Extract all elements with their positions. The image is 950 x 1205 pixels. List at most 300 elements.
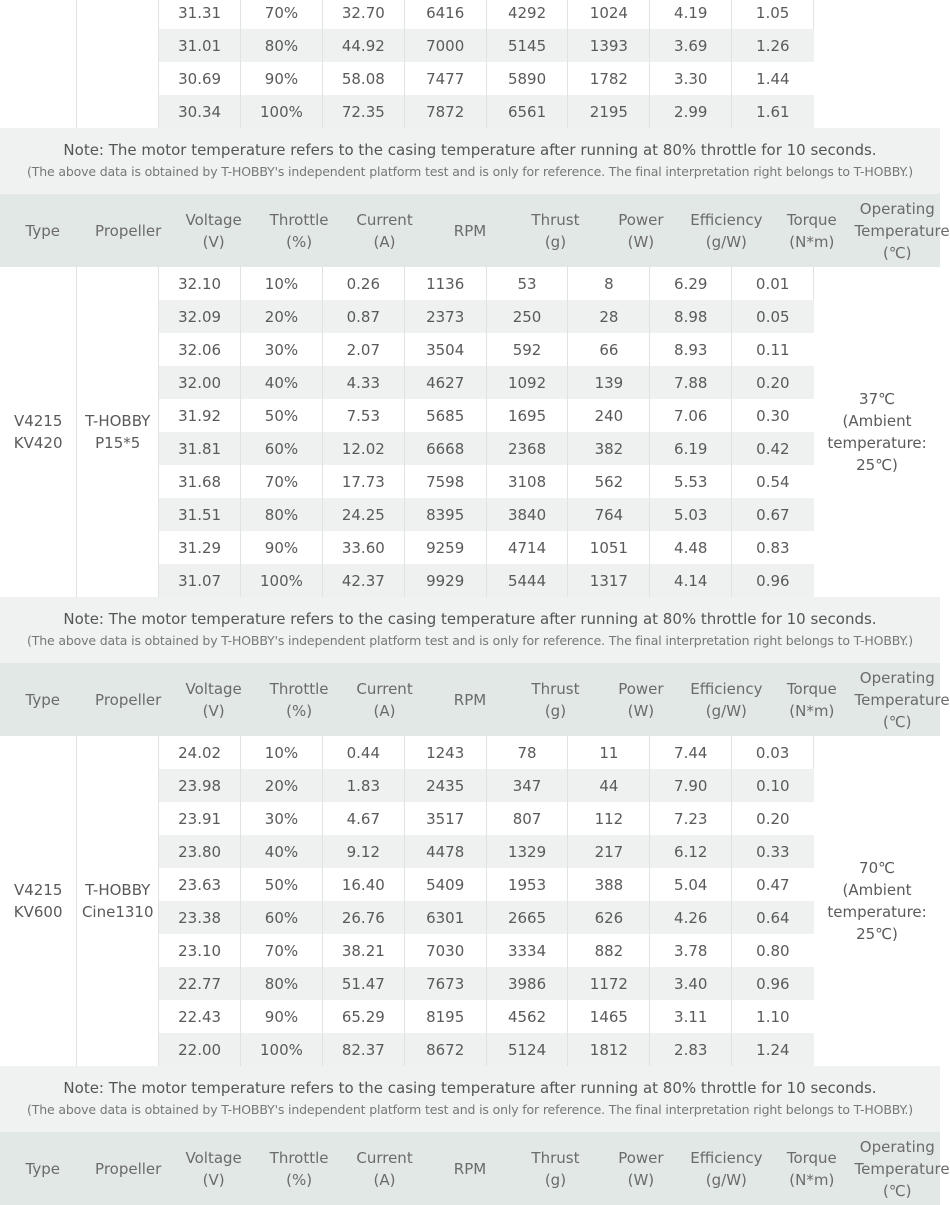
header-label: Torque (786, 1148, 837, 1167)
thrust-cell: 592 (486, 333, 568, 366)
rpm-cell: 7030 (404, 934, 486, 967)
header-label: Thrust (531, 679, 580, 698)
thrust-cell: 2665 (486, 901, 568, 934)
voltage-cell: 24.02 (159, 736, 241, 769)
temperature-cell (814, 267, 940, 597)
header-temperature (854, 194, 950, 267)
thrust-cell: 5890 (486, 62, 568, 95)
temperature-label: 25℃) (856, 925, 898, 943)
voltage-cell: 23.10 (159, 934, 241, 967)
header-current (342, 663, 427, 736)
torque-cell: 1.10 (756, 1007, 790, 1026)
current-cell: 16.40 (322, 868, 404, 901)
header-voltage (171, 1132, 256, 1205)
thrust-cell: 5444 (486, 564, 568, 597)
current-cell: 38.21 (322, 934, 404, 967)
efficiency-cell: 5.04 (650, 868, 732, 901)
header-thrust (513, 194, 598, 267)
note-banner (0, 1066, 940, 1132)
temperature-cell (814, 0, 940, 128)
header-type (0, 663, 85, 736)
current-cell: 2.07 (322, 333, 404, 366)
motor-type-label: V4215 (13, 412, 63, 430)
table-header (0, 194, 950, 267)
torque-cell: 0.42 (732, 432, 814, 465)
header-label: Voltage (185, 1148, 242, 1167)
throttle-cell: 70% (241, 465, 323, 498)
throttle-cell: 90% (241, 62, 323, 95)
header-label: Operating (859, 668, 935, 687)
efficiency-cell: 7.06 (650, 399, 732, 432)
efficiency-cell: 7.88 (650, 366, 732, 399)
efficiency-cell: 4.48 (650, 531, 732, 564)
propeller-cell (77, 267, 159, 597)
disclaimer-line: (The above data is obtained by T-HOBBY's independent platform test and is only for reference. The final interpretation right belongs to T-HOBBY.) (27, 633, 913, 648)
rpm-cell: 5409 (404, 868, 486, 901)
torque-cell: 1.44 (756, 69, 790, 88)
header-label: (℃) (882, 712, 912, 731)
table-row (0, 267, 940, 300)
thrust-cell: 5145 (486, 29, 568, 62)
header-efficiency (684, 194, 769, 267)
voltage-cell: 23.91 (159, 802, 241, 835)
thrust-cell: 250 (486, 300, 568, 333)
thrust-cell: 4714 (486, 531, 568, 564)
power-cell: 44 (568, 769, 650, 802)
header-label: Efficiency (690, 679, 763, 698)
efficiency-cell: 8.93 (650, 333, 732, 366)
throttle-cell: 40% (241, 835, 323, 868)
rpm-cell: 5685 (404, 399, 486, 432)
temperature-cell (814, 736, 940, 1066)
power-cell: 8 (568, 267, 650, 300)
header-label: Type (25, 690, 60, 709)
torque-cell: 0.83 (756, 538, 790, 557)
header-label: Thrust (531, 1148, 580, 1167)
rpm-cell: 1136 (404, 267, 486, 300)
propeller-label: P15*5 (95, 434, 141, 452)
motor-type-label: V4215 (13, 881, 63, 899)
thrust-cell: 3108 (486, 465, 568, 498)
voltage-cell: 23.63 (159, 868, 241, 901)
header-type (0, 194, 85, 267)
torque-cell: 0.47 (756, 875, 790, 894)
rpm-cell: 4627 (404, 366, 486, 399)
header-label: (g) (544, 1170, 567, 1189)
header-thrust (513, 663, 598, 736)
current-cell: 26.76 (322, 901, 404, 934)
throttle-cell: 90% (241, 531, 323, 564)
torque-cell: 0.20 (732, 366, 814, 399)
header-label: (g) (544, 232, 567, 251)
torque-cell: 0.11 (756, 340, 790, 359)
header-label: Torque (786, 679, 837, 698)
header-label: (g/W) (705, 1170, 747, 1189)
throttle-cell: 80% (241, 967, 323, 1000)
current-cell: 4.33 (322, 366, 404, 399)
header-label: (℃) (882, 243, 912, 262)
header-temperature (854, 1132, 950, 1205)
current-cell: 0.26 (322, 267, 404, 300)
torque-cell: 0.64 (732, 901, 814, 934)
current-cell: 0.44 (322, 736, 404, 769)
efficiency-cell: 6.12 (650, 835, 732, 868)
rpm-cell: 3517 (404, 802, 486, 835)
voltage-cell: 23.98 (159, 769, 241, 802)
header-label: (V) (202, 1170, 225, 1189)
motor-type-cell (0, 0, 77, 128)
header-label: (g/W) (705, 232, 747, 251)
header-label: Throttle (269, 679, 329, 698)
header-label: Thrust (531, 210, 580, 229)
throttle-cell: 90% (241, 1000, 323, 1033)
rpm-cell: 7477 (404, 62, 486, 95)
efficiency-cell: 3.30 (650, 62, 732, 95)
header-label: Voltage (185, 210, 242, 229)
power-cell: 382 (568, 432, 650, 465)
power-cell: 764 (568, 498, 650, 531)
header-label: Operating (859, 199, 935, 218)
header-label: (A) (373, 1170, 396, 1189)
voltage-cell: 31.07 (159, 564, 241, 597)
voltage-cell: 31.51 (159, 498, 241, 531)
temperature-label: 25℃) (856, 456, 898, 474)
throttle-cell: 10% (241, 267, 323, 300)
throttle-cell: 20% (241, 769, 323, 802)
throttle-cell: 40% (241, 366, 323, 399)
power-cell: 626 (568, 901, 650, 934)
temperature-label: (Ambient (842, 412, 912, 430)
table-row (0, 736, 940, 769)
motor-table-kv420 (0, 267, 940, 597)
header-label: (g/W) (705, 701, 747, 720)
voltage-cell: 31.01 (159, 29, 241, 62)
header-torque (769, 194, 854, 267)
efficiency-cell: 2.99 (650, 95, 732, 128)
power-cell: 388 (568, 868, 650, 901)
rpm-cell: 7000 (404, 29, 486, 62)
throttle-cell: 10% (241, 736, 323, 769)
voltage-cell: 31.81 (159, 432, 241, 465)
throttle-cell: 80% (241, 498, 323, 531)
efficiency-cell: 3.40 (650, 967, 732, 1000)
power-cell: 1465 (568, 1000, 650, 1033)
header-label: Current (356, 679, 413, 698)
voltage-cell: 31.68 (159, 465, 241, 498)
header-current (342, 194, 427, 267)
table-header (0, 1132, 950, 1205)
efficiency-cell: 3.78 (650, 934, 732, 967)
rpm-cell: 8395 (404, 498, 486, 531)
current-cell: 65.29 (322, 1000, 404, 1033)
header-label: Propeller (95, 690, 162, 709)
header-label: Type (25, 1159, 60, 1178)
throttle-cell: 70% (241, 0, 323, 29)
voltage-cell: 30.69 (159, 62, 241, 95)
current-cell: 33.60 (322, 531, 404, 564)
voltage-cell: 22.00 (159, 1033, 241, 1066)
header-propeller (85, 663, 170, 736)
header-label: Efficiency (690, 210, 763, 229)
current-cell: 42.37 (322, 564, 404, 597)
rpm-cell: 3504 (404, 333, 486, 366)
header-throttle (256, 194, 341, 267)
current-cell: 72.35 (322, 95, 404, 128)
torque-cell: 0.80 (756, 941, 790, 960)
throttle-cell: 80% (241, 29, 323, 62)
header-label: Temperature (854, 1159, 950, 1178)
header-torque (769, 1132, 854, 1205)
rpm-cell: 7673 (404, 967, 486, 1000)
torque-cell: 0.67 (732, 498, 814, 531)
torque-cell: 0.10 (732, 769, 814, 802)
current-cell: 7.53 (322, 399, 404, 432)
header-propeller (85, 194, 170, 267)
propeller-cell (77, 736, 159, 1066)
header-temperature (854, 663, 950, 736)
power-cell: 882 (568, 934, 650, 967)
voltage-cell: 32.09 (159, 300, 241, 333)
propeller-label: T-HOBBY (85, 881, 151, 899)
header-label: (A) (373, 232, 396, 251)
efficiency-cell: 6.19 (650, 432, 732, 465)
current-cell: 1.83 (322, 769, 404, 802)
header-rpm (427, 663, 512, 736)
efficiency-cell: 7.44 (650, 736, 732, 769)
voltage-cell: 23.80 (159, 835, 241, 868)
propeller-label: T-HOBBY (85, 412, 151, 430)
power-cell: 1317 (568, 564, 650, 597)
header-label: Temperature (854, 221, 950, 240)
temperature-label: 70℃ (859, 859, 895, 877)
efficiency-cell: 7.23 (650, 802, 732, 835)
thrust-cell: 4562 (486, 1000, 568, 1033)
header-label: (N*m) (789, 1170, 835, 1189)
note-line: Note: The motor temperature refers to the casing temperature after running at 80% throttle for 10 seconds. (63, 610, 877, 628)
rpm-cell: 8672 (404, 1033, 486, 1066)
voltage-cell: 32.00 (159, 366, 241, 399)
thrust-cell: 1329 (486, 835, 568, 868)
thrust-cell: 347 (486, 769, 568, 802)
throttle-cell: 50% (241, 868, 323, 901)
header-label: (A) (373, 701, 396, 720)
efficiency-cell: 6.29 (650, 267, 732, 300)
thrust-cell: 2368 (486, 432, 568, 465)
current-cell: 32.70 (322, 0, 404, 29)
power-cell: 139 (568, 366, 650, 399)
header-label: (N*m) (789, 701, 835, 720)
voltage-cell: 30.34 (159, 95, 241, 128)
header-label: RPM (453, 690, 487, 709)
note-line: Note: The motor temperature refers to the casing temperature after running at 80% throttle for 10 seconds. (63, 1079, 877, 1097)
header-label: Power (618, 1148, 664, 1167)
voltage-cell: 32.06 (159, 333, 241, 366)
torque-cell: 0.96 (732, 967, 814, 1000)
rpm-cell: 4478 (404, 835, 486, 868)
torque-cell: 0.33 (732, 835, 814, 868)
header-label: (%) (286, 1170, 313, 1189)
power-cell: 2195 (568, 95, 650, 128)
rpm-cell: 7872 (404, 95, 486, 128)
header-label: Temperature (854, 690, 950, 709)
torque-cell: 0.30 (756, 406, 790, 425)
power-cell: 1024 (568, 0, 650, 29)
current-cell: 12.02 (322, 432, 404, 465)
thrust-cell: 5124 (486, 1033, 568, 1066)
thrust-cell: 3334 (486, 934, 568, 967)
header-throttle (256, 663, 341, 736)
header-label: Efficiency (690, 1148, 763, 1167)
disclaimer-line: (The above data is obtained by T-HOBBY's independent platform test and is only for reference. The final interpretation right belongs to T-HOBBY.) (27, 1102, 913, 1117)
motor-type-label: KV420 (13, 434, 63, 452)
thrust-cell: 78 (486, 736, 568, 769)
header-voltage (171, 663, 256, 736)
torque-cell: 0.96 (732, 564, 814, 597)
thrust-cell: 3986 (486, 967, 568, 1000)
header-torque (769, 663, 854, 736)
throttle-cell: 30% (241, 333, 323, 366)
header-label: Throttle (269, 210, 329, 229)
header-label: (V) (202, 232, 225, 251)
motor-type-cell (0, 736, 77, 1066)
header-label: Type (25, 221, 60, 240)
efficiency-cell: 7.90 (650, 769, 732, 802)
thrust-cell: 53 (486, 267, 568, 300)
current-cell: 17.73 (322, 465, 404, 498)
motor-type-cell (0, 267, 77, 597)
header-efficiency (684, 1132, 769, 1205)
header-label: Propeller (95, 221, 162, 240)
header-label: Throttle (269, 1148, 329, 1167)
power-cell: 1051 (568, 531, 650, 564)
header-throttle (256, 1132, 341, 1205)
temperature-label: temperature: (827, 434, 927, 452)
throttle-cell: 60% (241, 901, 323, 934)
rpm-cell: 9929 (404, 564, 486, 597)
power-cell: 217 (568, 835, 650, 868)
header-voltage (171, 194, 256, 267)
power-cell: 1172 (568, 967, 650, 1000)
torque-cell: 0.54 (756, 472, 790, 491)
header-label: Power (618, 210, 664, 229)
current-cell: 51.47 (322, 967, 404, 1000)
voltage-cell: 32.10 (159, 267, 241, 300)
header-label: (V) (202, 701, 225, 720)
header-label: Current (356, 210, 413, 229)
note-banner (0, 597, 940, 663)
efficiency-cell: 5.53 (650, 465, 732, 498)
power-cell: 1782 (568, 62, 650, 95)
rpm-cell: 6301 (404, 901, 486, 934)
header-label: Voltage (185, 679, 242, 698)
header-label: (%) (286, 232, 313, 251)
header-label: Torque (786, 210, 837, 229)
rpm-cell: 2435 (404, 769, 486, 802)
header-type (0, 1132, 85, 1205)
throttle-cell: 20% (241, 300, 323, 333)
voltage-cell: 31.92 (159, 399, 241, 432)
throttle-cell: 30% (241, 802, 323, 835)
current-cell: 24.25 (322, 498, 404, 531)
header-current (342, 1132, 427, 1205)
header-rpm (427, 1132, 512, 1205)
current-cell: 58.08 (322, 62, 404, 95)
header-label: Propeller (95, 1159, 162, 1178)
header-label: (℃) (882, 1181, 912, 1200)
throttle-cell: 100% (241, 564, 323, 597)
power-cell: 1393 (568, 29, 650, 62)
power-cell: 112 (568, 802, 650, 835)
thrust-cell: 3840 (486, 498, 568, 531)
throttle-cell: 100% (241, 1033, 323, 1066)
torque-cell: 0.01 (732, 267, 814, 300)
rpm-cell: 7598 (404, 465, 486, 498)
current-cell: 44.92 (322, 29, 404, 62)
torque-cell: 1.05 (732, 0, 814, 29)
rpm-cell: 1243 (404, 736, 486, 769)
efficiency-cell: 4.26 (650, 901, 732, 934)
rpm-cell: 6416 (404, 0, 486, 29)
throttle-cell: 50% (241, 399, 323, 432)
throttle-cell: 70% (241, 934, 323, 967)
voltage-cell: 23.38 (159, 901, 241, 934)
header-label: RPM (453, 221, 487, 240)
header-label: Operating (859, 1137, 935, 1156)
throttle-cell: 100% (241, 95, 323, 128)
header-label: (%) (286, 701, 313, 720)
header-propeller (85, 1132, 170, 1205)
table-header (0, 663, 950, 736)
voltage-cell: 22.43 (159, 1000, 241, 1033)
efficiency-cell: 3.11 (650, 1000, 732, 1033)
header-power (598, 194, 683, 267)
efficiency-cell: 4.19 (650, 0, 732, 29)
thrust-cell: 1092 (486, 366, 568, 399)
propeller-label: Cine1310 (81, 903, 154, 921)
efficiency-cell: 8.98 (650, 300, 732, 333)
header-label: (N*m) (789, 232, 835, 251)
table-row (0, 0, 940, 29)
header-label: (W) (627, 701, 655, 720)
torque-cell: 0.05 (732, 300, 814, 333)
efficiency-cell: 4.14 (650, 564, 732, 597)
thrust-cell: 807 (486, 802, 568, 835)
header-power (598, 1132, 683, 1205)
current-cell: 9.12 (322, 835, 404, 868)
header-power (598, 663, 683, 736)
note-banner (0, 128, 940, 194)
power-cell: 28 (568, 300, 650, 333)
rpm-cell: 9259 (404, 531, 486, 564)
power-cell: 11 (568, 736, 650, 769)
header-label: RPM (453, 1159, 487, 1178)
note-line: Note: The motor temperature refers to the casing temperature after running at 80% throttle for 10 seconds. (63, 141, 877, 159)
motor-table-kv600 (0, 736, 940, 1066)
voltage-cell: 31.29 (159, 531, 241, 564)
torque-cell: 1.26 (732, 29, 814, 62)
current-cell: 4.67 (322, 802, 404, 835)
header-label: (W) (627, 1170, 655, 1189)
header-label: (g) (544, 701, 567, 720)
efficiency-cell: 3.69 (650, 29, 732, 62)
current-cell: 82.37 (322, 1033, 404, 1066)
throttle-cell: 60% (241, 432, 323, 465)
efficiency-cell: 2.83 (650, 1033, 732, 1066)
temperature-label: temperature: (827, 903, 927, 921)
power-cell: 66 (568, 333, 650, 366)
header-label: Power (618, 679, 664, 698)
propeller-cell (77, 0, 159, 128)
